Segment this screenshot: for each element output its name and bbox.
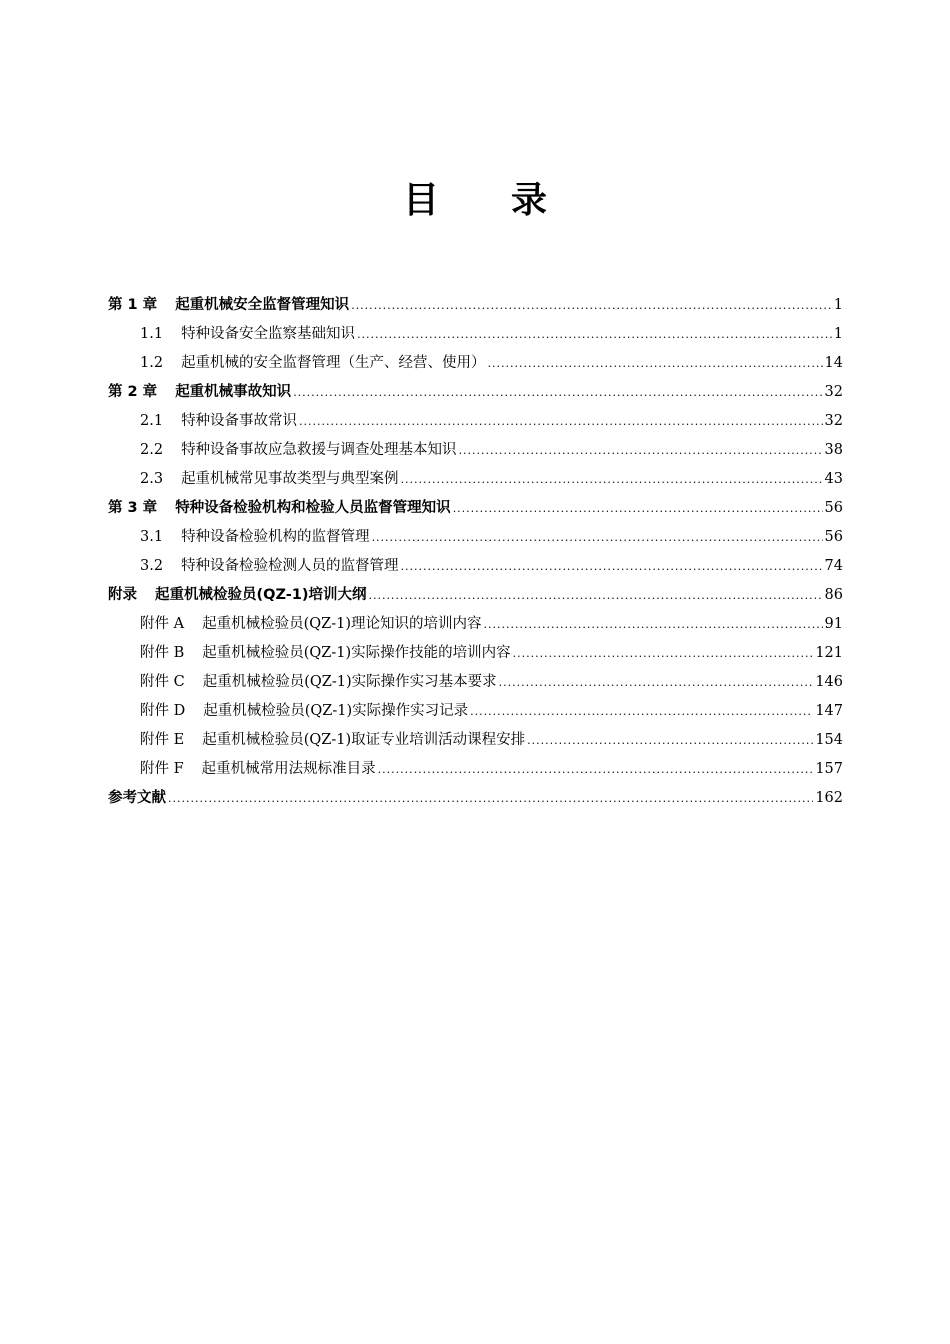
toc-entry[interactable]: [108, 668, 843, 697]
toc-dot-leader: [527, 726, 813, 755]
toc-entry-label: [140, 726, 525, 755]
toc-dot-leader: [378, 755, 814, 784]
toc-entry-page: 56: [824, 500, 843, 516]
toc-entry-page: 1: [833, 326, 843, 342]
toc-entry-text: 特种设备事故常识: [181, 413, 298, 429]
toc-dot-leader: [351, 291, 832, 320]
toc-entry-number: 第 2 章: [108, 384, 158, 400]
toc-entry-page: 1: [833, 297, 843, 313]
toc-entry[interactable]: [108, 465, 843, 494]
toc-entry-label: [108, 291, 349, 320]
toc-entry-number: 3.1: [140, 529, 164, 545]
toc-entry-text: 起重机械检验员(QZ-1)实际操作实习基本要求: [202, 674, 497, 690]
toc-entry-page: 157: [815, 761, 843, 777]
toc-entry-text: 特种设备检验机构和检验人员监督管理知识: [175, 500, 451, 516]
toc-entry-label: [140, 320, 355, 349]
toc-entry-label: [140, 523, 370, 552]
toc-entry-label: [108, 581, 366, 610]
toc-entry[interactable]: [108, 320, 843, 349]
toc-dot-leader: [453, 494, 823, 523]
toc-entry[interactable]: [108, 494, 843, 523]
toc-entry-number: 2.2: [140, 442, 164, 458]
toc-dot-leader: [368, 581, 822, 610]
toc-dot-leader: [293, 378, 822, 407]
toc-dot-leader: [299, 407, 822, 436]
toc-dot-leader: [168, 784, 813, 813]
toc-entry-label: [108, 784, 166, 813]
toc-dot-leader: [488, 349, 823, 378]
table-of-contents: [108, 291, 843, 813]
toc-entry[interactable]: [108, 697, 843, 726]
toc-entry-number: 1.2: [140, 355, 164, 371]
toc-entry-page: 43: [824, 471, 843, 487]
toc-entry-label: [140, 465, 399, 494]
page-title: 目 录: [402, 179, 547, 221]
toc-entry-page: 32: [824, 384, 843, 400]
toc-entry-text: 特种设备检验检测人员的监督管理: [181, 558, 399, 574]
toc-entry-label: [140, 552, 399, 581]
toc-entry-label: [140, 639, 511, 668]
toc-entry-page: 146: [815, 674, 843, 690]
toc-entry-text: 特种设备事故应急救援与调查处理基本知识: [181, 442, 457, 458]
toc-entry-page: 74: [824, 558, 843, 574]
toc-entry-number: 3.2: [140, 558, 164, 574]
toc-entry-text: 起重机械检验员(QZ-1)培训大纲: [155, 587, 367, 603]
toc-entry-number: 附件 A: [140, 616, 185, 632]
toc-entry-number: 第 1 章: [108, 297, 158, 313]
toc-entry-text: 起重机械常用法规标准目录: [201, 761, 376, 777]
toc-entry-page: 32: [824, 413, 843, 429]
toc-entry-number: 附件 B: [140, 645, 185, 661]
toc-entry-label: [140, 668, 497, 697]
toc-entry-number: 附件 F: [140, 761, 184, 777]
toc-entry[interactable]: [108, 581, 843, 610]
toc-entry-text: 起重机械安全监督管理知识: [175, 297, 350, 313]
toc-entry-label: [140, 436, 457, 465]
toc-entry-text: 起重机械检验员(QZ-1)取证专业培训活动课程安排: [202, 732, 526, 748]
toc-entry[interactable]: [108, 349, 843, 378]
toc-dot-leader: [401, 552, 823, 581]
toc-entry-label: [140, 697, 468, 726]
toc-entry[interactable]: [108, 726, 843, 755]
toc-dot-leader: [484, 610, 823, 639]
toc-entry[interactable]: [108, 552, 843, 581]
toc-entry-number: 2.1: [140, 413, 164, 429]
toc-entry[interactable]: [108, 639, 843, 668]
toc-entry-number: 第 3 章: [108, 500, 158, 516]
toc-entry-page: 14: [824, 355, 843, 371]
toc-entry-text: 参考文献: [108, 790, 166, 806]
toc-entry[interactable]: [108, 291, 843, 320]
toc-entry-text: 特种设备安全监察基础知识: [181, 326, 356, 342]
toc-dot-leader: [499, 668, 814, 697]
toc-entry-text: 起重机械的安全监督管理（生产、经营、使用）: [181, 355, 486, 371]
toc-entry-label: [140, 407, 297, 436]
toc-entry-text: 起重机械常见事故类型与典型案例: [181, 471, 399, 487]
toc-entry-label: [140, 755, 376, 784]
toc-entry-page: 91: [824, 616, 843, 632]
toc-entry-text: 特种设备检验机构的监督管理: [181, 529, 370, 545]
toc-entry-text: 起重机械检验员(QZ-1)实际操作实习记录: [203, 703, 469, 719]
toc-dot-leader: [470, 697, 813, 726]
toc-entry-page: 38: [824, 442, 843, 458]
toc-entry[interactable]: [108, 436, 843, 465]
toc-entry[interactable]: [108, 610, 843, 639]
toc-entry-number: 2.3: [140, 471, 164, 487]
toc-entry-number: 附录: [108, 587, 137, 603]
toc-entry-page: 154: [815, 732, 843, 748]
toc-dot-leader: [459, 436, 823, 465]
toc-entry-label: [108, 494, 451, 523]
toc-entry-page: 56: [824, 529, 843, 545]
toc-entry-number: 附件 D: [140, 703, 186, 719]
toc-entry[interactable]: [108, 378, 843, 407]
toc-entry-text: 起重机械事故知识: [175, 384, 292, 400]
toc-entry[interactable]: [108, 523, 843, 552]
toc-entry-page: 86: [824, 587, 843, 603]
toc-dot-leader: [513, 639, 814, 668]
toc-dot-leader: [372, 523, 823, 552]
toc-entry-label: [140, 349, 486, 378]
toc-entry-number: 附件 E: [140, 732, 185, 748]
toc-entry-text: 起重机械检验员(QZ-1)实际操作技能的培训内容: [202, 645, 511, 661]
toc-entry-number: 附件 C: [140, 674, 185, 690]
toc-entry-page: 121: [815, 645, 843, 661]
toc-entry[interactable]: [108, 784, 843, 813]
toc-entry[interactable]: [108, 755, 843, 784]
toc-entry-label: [108, 378, 291, 407]
toc-entry-page: 162: [815, 790, 843, 806]
toc-dot-leader: [401, 465, 823, 494]
toc-entry-label: [140, 610, 482, 639]
toc-entry[interactable]: [108, 407, 843, 436]
toc-entry-text: 起重机械检验员(QZ-1)理论知识的培训内容: [202, 616, 482, 632]
toc-dot-leader: [357, 320, 832, 349]
toc-entry-page: 147: [815, 703, 843, 719]
toc-entry-number: 1.1: [140, 326, 164, 342]
